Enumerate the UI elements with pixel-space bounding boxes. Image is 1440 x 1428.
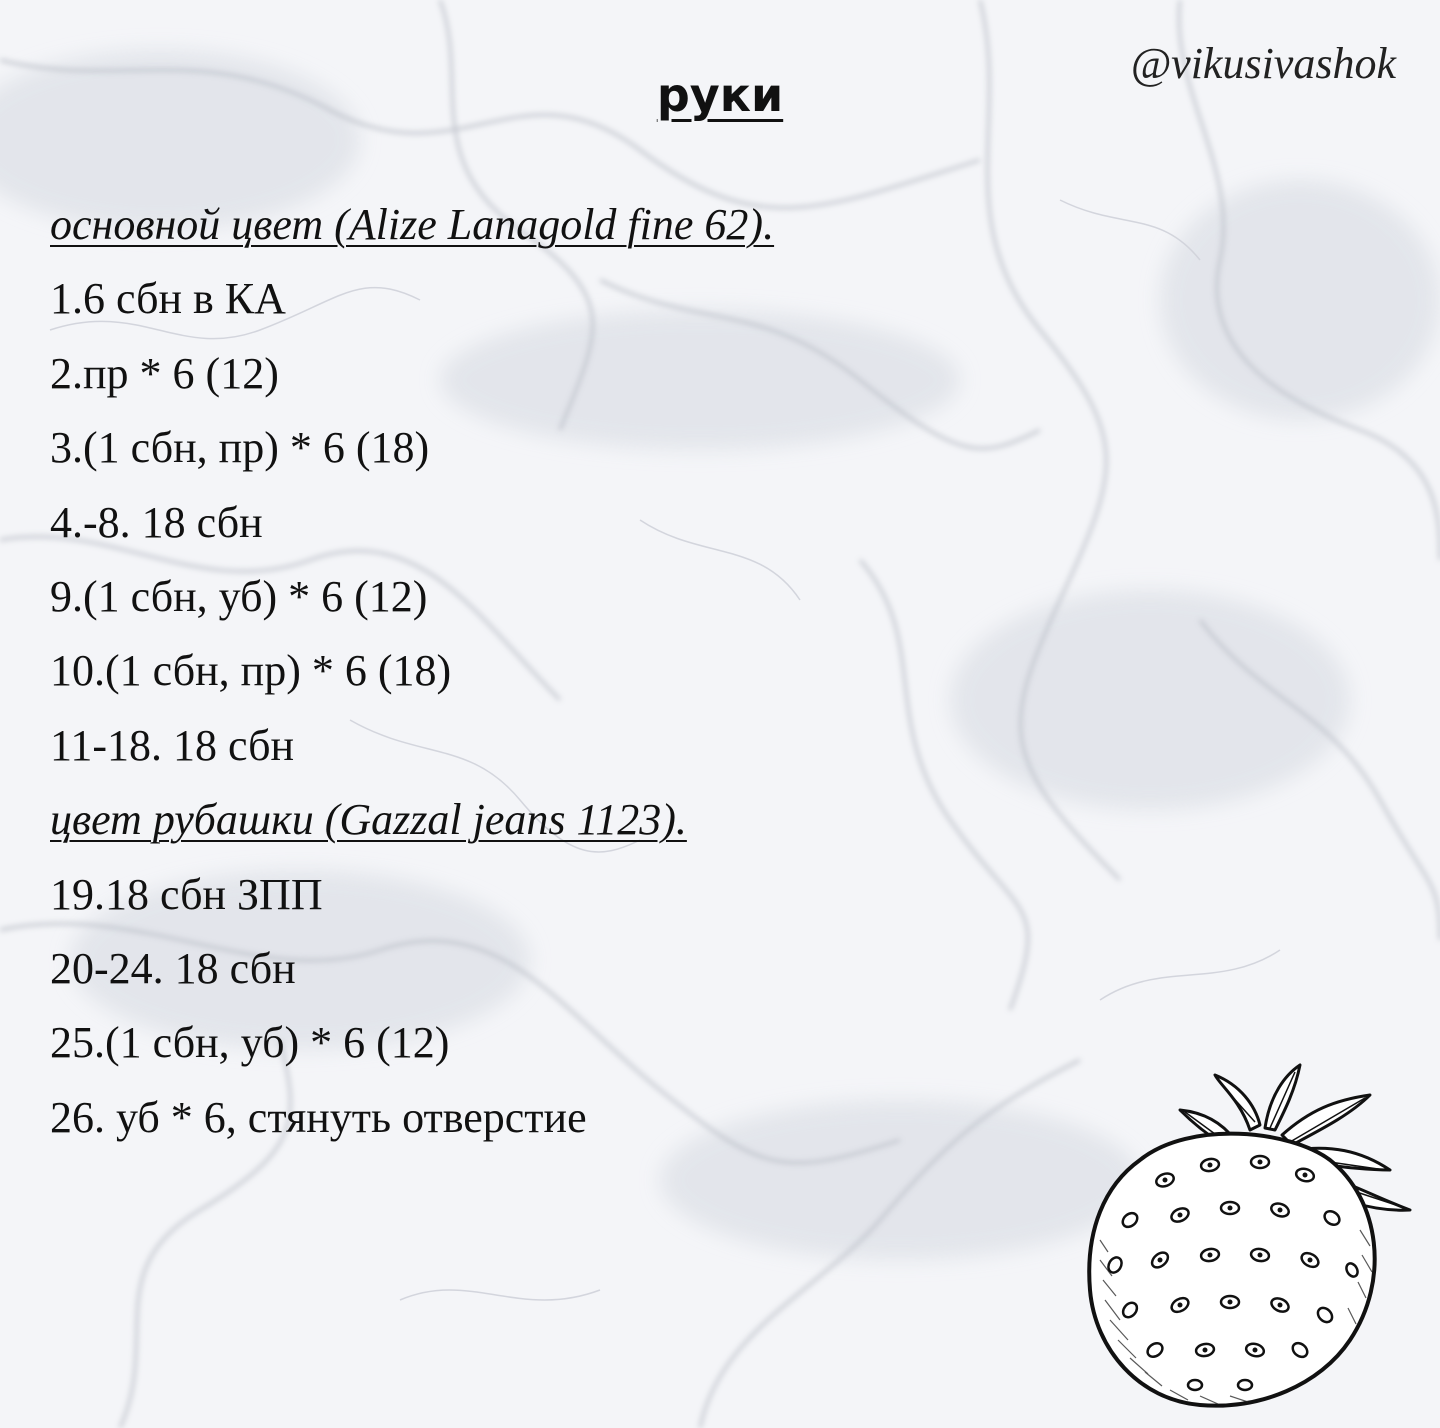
section-heading-main-color: основной цвет (Alize Lanagold fine 62). xyxy=(50,200,775,249)
instruction-row: 4.-8. 18 сбн xyxy=(50,497,263,547)
section-heading-shirt-color: цвет рубашки (Gazzal jeans 1123). xyxy=(50,795,687,845)
instruction-row: 10.(1 сбн, пр) * 6 (18) xyxy=(50,646,452,696)
instruction-row: 11-18. 18 сбн xyxy=(50,720,295,770)
instruction-row: 9.(1 сбн, уб) * 6 (12) xyxy=(50,571,428,621)
instruction-row: 25.(1 сбн, уб) * 6 (12) xyxy=(50,1018,450,1068)
instruction-row: 19.18 сбн ЗПП xyxy=(50,869,323,919)
strawberry-icon xyxy=(1070,1050,1430,1420)
instruction-row: 26. уб * 6, стянуть отверстие xyxy=(50,1092,587,1142)
instruction-row: 3.(1 сбн, пр) * 6 (18) xyxy=(50,423,430,473)
instruction-row: 20-24. 18 сбн xyxy=(50,943,296,993)
instruction-row: 1.6 сбн в КА xyxy=(50,274,286,324)
instruction-row: 2.пр * 6 (12) xyxy=(50,348,279,398)
pattern-instructions xyxy=(50,188,950,1155)
page-title xyxy=(0,60,1440,130)
page-title-text: руки xyxy=(656,68,784,122)
author-handle: @vikusivashok xyxy=(1130,39,1396,88)
